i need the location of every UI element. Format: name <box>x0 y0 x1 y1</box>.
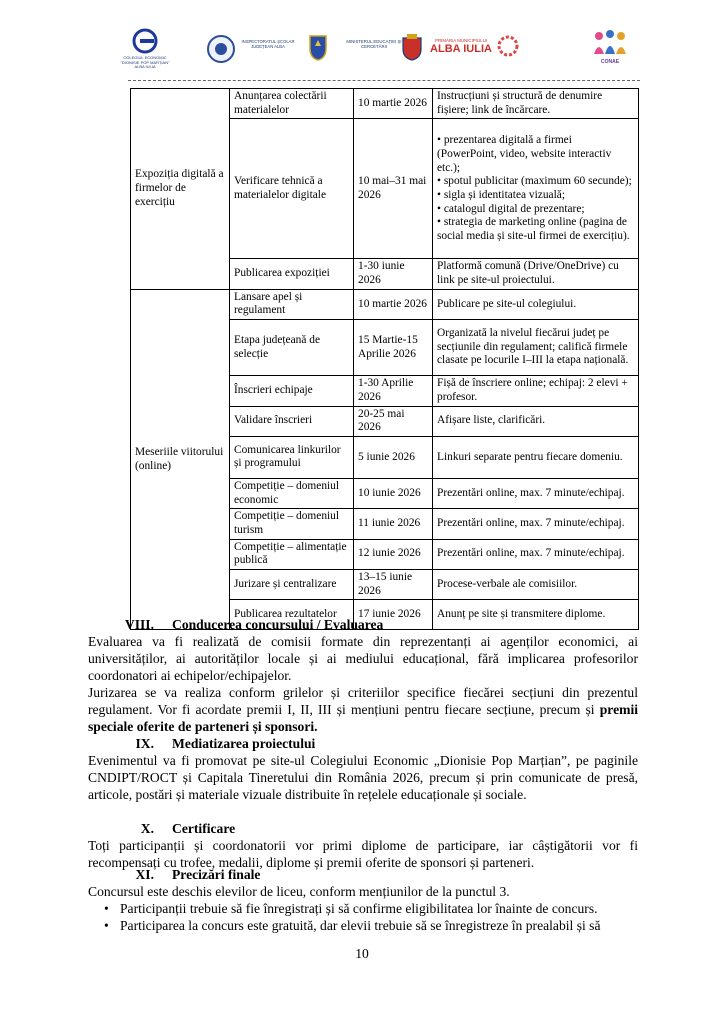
details-cell: Prezentări online, max. 7 minute/echipaj. <box>433 539 639 569</box>
section-title-cell: Meseriile viitorului (online) <box>131 289 230 630</box>
table-row <box>131 289 639 319</box>
details-cell: Procese-verbale ale comisiilor. <box>433 570 639 600</box>
activity-cell: Etapa județeană de selecție <box>230 320 354 376</box>
details-cell: Instrucțiuni și structură de denumire fișiere; link de încărcare. <box>433 89 639 119</box>
logo-line: PRIMĂRIA MUNICIPIULUI <box>435 38 487 43</box>
table-row <box>131 89 639 119</box>
details-cell: Afișare liste, clarificări. <box>433 406 639 436</box>
paragraph: Evenimentul va fi promovat pe site-ul Colegiului Economic „Dionisie Pop Marțian”, pe paginile CNDIPT/ROCT și Capitala Tineretului din România 2026, precum și prin comunicate de presă, articole, postări și materiale vizuale distribuite în rețelele educaționale și sociale. <box>88 753 638 802</box>
date-cell: 10 mai–31 mai 2026 <box>354 119 433 259</box>
inspectorat-logo <box>206 24 302 78</box>
section-number: XI. <box>135 867 154 882</box>
colegiul-emblem-icon <box>132 28 158 54</box>
logo-line: "DIONISIE POP MARȚIAN" <box>120 59 170 65</box>
activity-cell: Lansare apel și regulament <box>230 289 354 319</box>
date-cell: 13–15 iunie 2026 <box>354 570 433 600</box>
list-item <box>104 917 644 934</box>
conae-logo <box>590 24 630 78</box>
date-cell: 15 Martie-15 Aprilie 2026 <box>354 320 433 376</box>
activity-cell: Publicarea expoziției <box>230 259 354 289</box>
primaria-logo <box>400 24 526 78</box>
star-emblem-icon <box>496 34 520 58</box>
date-cell: 1-30 Aprilie 2026 <box>354 376 433 406</box>
paragraph-bold-text: premii speciale oferite de parteneri și sponsori. <box>88 702 638 734</box>
activity-cell: Competiție – domeniul economic <box>230 478 354 508</box>
logo-line: JUDEȚEAN ALBA <box>251 43 285 49</box>
date-cell: 10 martie 2026 <box>354 289 433 319</box>
bullet-icon: • <box>104 901 109 916</box>
section-heading-viii <box>88 616 638 633</box>
logo-line: INSPECTORATUL ȘCOLAR <box>241 39 295 44</box>
section-title: Precizări finale <box>172 867 261 882</box>
details-cell: Platformă comună (Drive/OneDrive) cu link pe site-ul proiectului. <box>433 259 639 289</box>
details-cell: • prezentarea digitală a firmei (PowerPoint, video, website interactiv etc.); • spotul publicitar (maximum 60 secunde); • sigla și identitatea vizuală; • catalogul digital de prezentare; • strategia de marketing online (pagina de social media și site-ul firmei de exercițiu). <box>433 119 639 259</box>
paragraph: Toți participanții și coordonatorii vor primi diplome de participare, iar câștigătorii vor fi recompensați cu trofee, medalii, diplome și premii oferite de sponsori și parteneri. <box>88 838 638 870</box>
list-item <box>104 900 644 917</box>
logo-line: ALBA IULIA <box>430 43 492 56</box>
activity-cell: Înscrieri echipaje <box>230 376 354 406</box>
inspectorat-emblem-icon <box>206 34 236 64</box>
header-divider <box>128 80 640 81</box>
logo-line: CONAE <box>600 59 620 65</box>
details-cell: Linkuri separate pentru fiecare domeniu. <box>433 436 639 478</box>
logo-line: MINISTERUL EDUCAȚIEI ȘI <box>346 39 402 44</box>
list-item-text: Participarea la concurs este gratuită, dar elevii trebuie să se înregistreze în prealabil și să <box>120 918 601 933</box>
details-cell: Organizată la nivelul fiecărui județ pe secțiunile din regulament; califică firmele clasate pe locurile I–III la etapa națională. <box>433 320 639 376</box>
activity-cell: Anunțarea colectării materialelor <box>230 89 354 119</box>
paragraph: Concursul este deschis elevilor de liceu, conform mențiunilor de la punctul 3. <box>88 884 510 899</box>
section-number: VIII. <box>124 617 154 632</box>
activity-cell: Competiție – domeniul turism <box>230 509 354 539</box>
section-heading-ix <box>88 735 638 752</box>
logo-line: ALBA IULIA <box>134 64 156 70</box>
activity-cell: Comunicarea linkurilor și programului <box>230 436 354 478</box>
details-cell: Prezentări online, max. 7 minute/echipaj. <box>433 509 639 539</box>
date-cell: 1-30 iunie 2026 <box>354 259 433 289</box>
city-coat-of-arms-icon <box>400 32 424 62</box>
date-cell: 20-25 mai 2026 <box>354 406 433 436</box>
people-group-icon <box>592 28 628 58</box>
details-cell: Fișă de înscriere online; echipaj: 2 elevi + profesor. <box>433 376 639 406</box>
list-item-text: Participanții trebuie să fie înregistrați și să confirme eligibilitatea lor înainte de concurs. <box>120 901 598 916</box>
activity-cell: Jurizare și centralizare <box>230 570 354 600</box>
section-title: Conducerea concursului / Evaluarea <box>172 617 384 632</box>
paragraph: Evaluarea va fi realizată de comisii formate din reprezentanți ai agenților economici, ai universităților, ai autorităților locale și ai mediului educațional, fără implicarea profesorilor coordonatori ai echipelor/echipajelor. <box>88 634 638 683</box>
date-cell: 11 iunie 2026 <box>354 509 433 539</box>
paragraph <box>88 684 638 735</box>
activity-cell: Verificare tehnică a materialelor digitale <box>230 119 354 259</box>
activity-cell: Validare înscrieri <box>230 406 354 436</box>
page-header <box>110 24 630 78</box>
schedule-table <box>130 88 639 630</box>
section-heading-x <box>88 820 638 837</box>
activity-cell: Publicarea rezultatelor <box>230 600 354 630</box>
section-number: IX. <box>135 736 154 751</box>
date-cell: 17 iunie 2026 <box>354 600 433 630</box>
paragraph-text: Jurizarea se va realiza conform grilelor și criteriilor specifice fiecărei secțiuni din prezentul regulament. Vor fi acordate premii I, II, III și mențiuni pentru fiecare secțiune, precum și <box>88 685 638 717</box>
logo-line: COLEGIUL ECONOMIC <box>123 55 167 60</box>
activity-cell: Competiție – alimentație publică <box>230 539 354 569</box>
details-cell: Publicare pe site-ul colegiului. <box>433 289 639 319</box>
date-cell: 10 iunie 2026 <box>354 478 433 508</box>
page-number: 10 <box>355 946 369 961</box>
bullet-icon: • <box>104 918 109 933</box>
section-heading-xi <box>88 866 638 883</box>
details-cell: Prezentări online, max. 7 minute/echipaj. <box>433 478 639 508</box>
section-title: Certificare <box>172 821 236 836</box>
date-cell: 10 martie 2026 <box>354 89 433 119</box>
coat-of-arms-icon <box>306 32 330 62</box>
section-title: Mediatizarea proiectului <box>172 736 316 751</box>
details-cell: Anunț pe site și transmitere diplome. <box>433 600 639 630</box>
section-title-cell: Expoziția digitală a firmelor de exercițiu <box>131 89 230 290</box>
logo-line: CERCETĂRII <box>360 43 388 49</box>
date-cell: 12 iunie 2026 <box>354 539 433 569</box>
date-cell: 5 iunie 2026 <box>354 436 433 478</box>
section-number: X. <box>140 821 154 836</box>
colegiul-logo <box>110 24 180 78</box>
